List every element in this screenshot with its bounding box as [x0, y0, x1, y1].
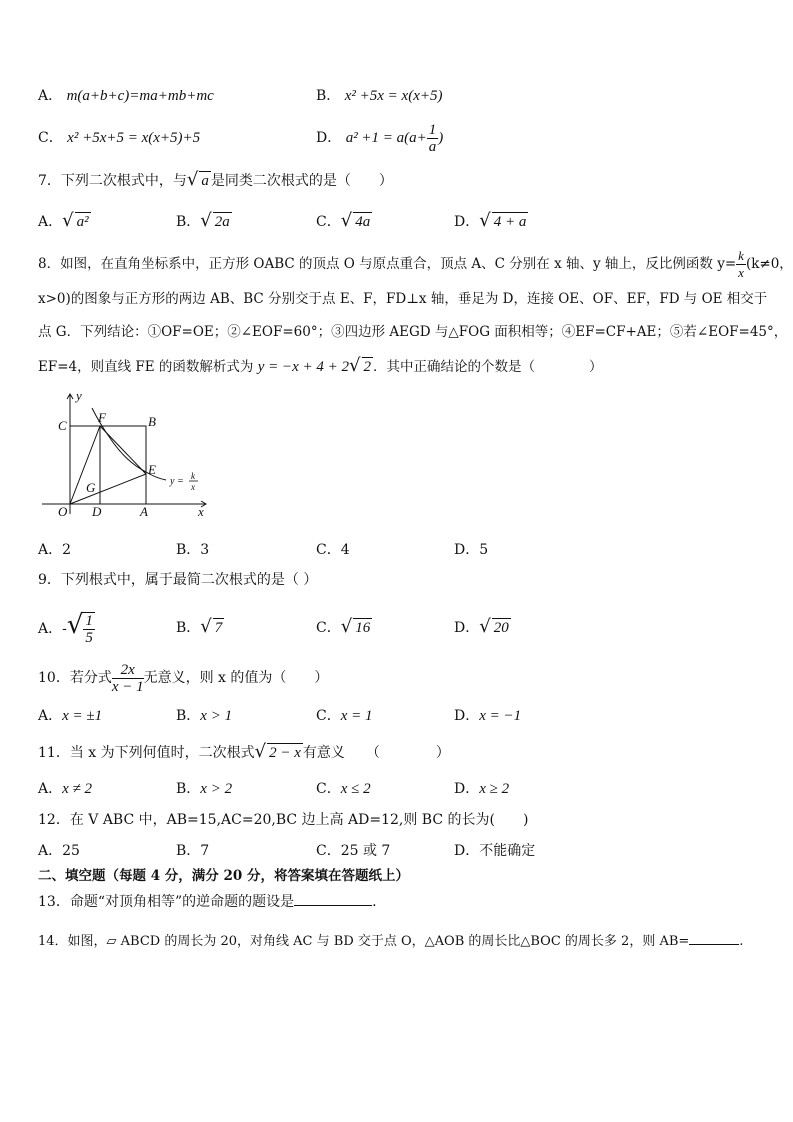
q11-c-expr: x ≤ 2 — [340, 781, 371, 797]
sqrt-icon: √ — [186, 169, 199, 190]
q14-stem-text: 14．如图，▱ ABCD 的周长为 20，对角线 AC 与 BD 交于点 O，△AOB 的周长比△BOC 的周长多 2，则 AB= — [38, 934, 690, 949]
label-f: F — [98, 410, 106, 425]
q6-option-b-expr: x² +5x = x(x+5) — [344, 88, 443, 104]
q9-c-label: C． — [316, 620, 341, 636]
q9-a-fraction — [83, 612, 95, 646]
q8-line-1 — [38, 246, 793, 282]
q10-d-label: D． — [454, 708, 480, 724]
label-b: B — [148, 414, 156, 429]
q11-d-label: D． — [454, 781, 480, 797]
label-x: x — [198, 504, 204, 519]
q12-option-c[interactable]: C．25 或 7 — [316, 843, 391, 859]
q11-option-c[interactable] — [316, 779, 371, 799]
q11-stem-pre: 11．当 x 为下列何值时，二次根式 — [38, 745, 255, 761]
q8-line4-radicand: 2 — [363, 359, 372, 375]
q11-b-label: B． — [176, 781, 201, 797]
q9-a-den: 5 — [85, 630, 93, 646]
q14-stem — [38, 932, 743, 952]
q9-option-b[interactable] — [176, 617, 224, 638]
q6-option-d-pre: a² +1 = a(a+ — [345, 130, 427, 146]
q7-b-label: B． — [176, 214, 201, 230]
q11-option-b[interactable] — [176, 779, 232, 799]
q11-c-label: C． — [316, 781, 341, 797]
q11-option-d[interactable] — [454, 779, 509, 799]
q11-option-a[interactable] — [38, 779, 92, 799]
q7-b-radicand: 2a — [214, 214, 230, 230]
q11-stem-post: 有意义 （ ） — [302, 745, 450, 761]
q13-end: . — [372, 894, 377, 910]
sqrt-icon: √ — [479, 616, 491, 637]
label-c: C — [58, 418, 67, 433]
q6-d-num: 1 — [428, 121, 437, 138]
q6-option-d-fraction — [427, 122, 439, 155]
q7-a-label: A． — [38, 214, 63, 230]
q11-d-expr: x ≥ 2 — [479, 781, 510, 797]
q14-answer-blank[interactable] — [689, 944, 739, 945]
q10-option-a[interactable] — [38, 706, 102, 726]
q9-b-label: B． — [176, 620, 201, 636]
q10-fraction — [112, 662, 144, 695]
q12-stem: 12．在 V ABC 中，AB=15,AC=20,BC 边上高 AD=12,则 BC 的长为( ) — [38, 812, 529, 828]
curve-label-num: k — [191, 471, 195, 481]
q7-c-label: C． — [316, 214, 341, 230]
q7-c-radicand: 4a — [355, 214, 371, 230]
q8-line1-pre: 8．如图，在直角坐标系中，正方形 OABC 的顶点 O 与原点重合，顶点 A、C 分别在 x 轴、y 轴上，反比例函数 y= — [38, 256, 737, 272]
q8-line1-post: (k≠0， — [745, 256, 793, 272]
q7-option-b[interactable] — [176, 211, 232, 232]
q9-option-c[interactable] — [316, 617, 372, 638]
q8-line-4 — [38, 356, 603, 377]
q10-a-label: A． — [38, 708, 63, 724]
q6-option-b[interactable] — [316, 86, 442, 106]
label-e: E — [148, 462, 156, 477]
q11-b-expr: x > 2 — [200, 781, 233, 797]
q10-c-expr: x = 1 — [340, 708, 373, 724]
q12-option-b[interactable]: B．7 — [176, 843, 210, 859]
q7-option-d[interactable] — [454, 211, 528, 232]
q10-den: x − 1 — [111, 678, 144, 695]
q8-option-a[interactable]: A．2 — [38, 542, 72, 558]
q9-b-radicand: 7 — [214, 620, 223, 636]
q11-a-label: A． — [38, 781, 63, 797]
q6-option-c-label: C． — [38, 130, 63, 146]
q7-option-c[interactable] — [316, 211, 372, 232]
q9-option-d[interactable] — [454, 617, 511, 638]
q7-d-label: D． — [454, 214, 480, 230]
sqrt-icon: √ — [62, 210, 74, 231]
section-2-heading: 二、填空题（每题 4 分，满分 20 分，将答案填在答题纸上） — [38, 868, 409, 884]
q10-stem-pre: 10．若分式 — [38, 670, 112, 686]
sqrt-icon: √ — [200, 616, 212, 637]
q6-option-c[interactable] — [38, 128, 200, 148]
q12-option-a[interactable]: A．25 — [38, 843, 80, 859]
q11-radicand: 2 − x — [269, 745, 301, 761]
q6-option-a[interactable] — [38, 86, 214, 106]
q8-line1-num: k — [738, 248, 744, 263]
q6-option-d-post: ) — [438, 130, 444, 146]
sqrt-icon: √ — [254, 741, 267, 762]
q7-stem-pre: 7．下列二次根式中，与 — [38, 173, 187, 189]
q8-line4-post: ．其中正确结论的个数是（ ） — [373, 359, 603, 375]
q7-stem-post: 是同类二次根式的是（ ） — [210, 173, 393, 189]
curve-label-den: x — [191, 482, 195, 492]
q11-stem — [38, 742, 450, 763]
q10-stem-post: 无意义，则 x 的值为（ ） — [143, 670, 329, 686]
q11-a-expr: x ≠ 2 — [62, 781, 93, 797]
label-d: D — [92, 504, 102, 519]
q10-stem — [38, 660, 328, 696]
q6-option-d[interactable] — [316, 120, 443, 156]
sqrt-icon: √ — [200, 210, 212, 231]
q8-line4-formula: y = −x + 4 + 2 — [257, 359, 350, 375]
q7-stem-radicand: a — [201, 173, 209, 189]
q13-stem — [38, 892, 377, 912]
q9-d-label: D． — [454, 620, 480, 636]
q13-answer-blank[interactable] — [294, 905, 372, 906]
q6-option-b-label: B． — [316, 88, 341, 104]
q6-option-d-label: D． — [316, 130, 342, 146]
q9-c-radicand: 16 — [355, 620, 371, 636]
curve-label-pre: y = — [170, 476, 184, 487]
q8-option-d[interactable]: D．5 — [454, 542, 489, 558]
q8-figure — [38, 390, 218, 522]
q8-option-b[interactable]: B．3 — [176, 542, 210, 558]
q14-end: . — [739, 934, 744, 949]
q8-line1-den: x — [738, 265, 744, 280]
label-o: O — [58, 504, 68, 519]
q6-d-den: a — [428, 138, 437, 155]
label-a: A — [140, 504, 148, 519]
sqrt-icon: √ — [479, 210, 491, 231]
q10-option-c[interactable] — [316, 706, 373, 726]
sqrt-icon: √ — [340, 616, 353, 637]
q7-d-radicand: 4 + a — [493, 214, 527, 230]
q10-option-d[interactable] — [454, 706, 521, 726]
q13-stem-text: 13．命题“对顶角相等”的逆命题的题设是 — [38, 894, 295, 910]
label-g: G — [86, 480, 96, 495]
sqrt-icon: √ — [66, 610, 84, 640]
sqrt-icon: √ — [340, 210, 353, 231]
q9-option-a[interactable] — [38, 605, 95, 649]
q10-d-expr: x = −1 — [479, 708, 522, 724]
q10-b-label: B． — [176, 708, 201, 724]
q10-a-expr: x = ±1 — [62, 708, 103, 724]
q12-option-d[interactable]: D．不能确定 — [454, 843, 536, 859]
q10-b-expr: x > 1 — [200, 708, 233, 724]
q8-line-2: x>0)的图象与正方形的两边 AB、BC 分别交于点 E、F，FD⊥x 轴，垂足为 D，连接 OE、OF、EF，FD 与 OE 相交于 — [38, 291, 768, 307]
sqrt-icon: √ — [349, 355, 361, 376]
q9-d-radicand: 20 — [493, 620, 509, 636]
q9-a-num: 1 — [85, 613, 93, 629]
q10-num: 2x — [112, 662, 144, 679]
q8-option-c[interactable]: C．4 — [316, 542, 350, 558]
q6-option-c-expr: x² +5x+5 = x(x+5)+5 — [67, 130, 201, 146]
q8-line1-fraction — [736, 248, 746, 281]
segment-oe — [70, 474, 146, 504]
q10-c-label: C． — [316, 708, 341, 724]
q8-line-3: 点 G．下列结论：①OF=OE；②∠EOF=60°；③四边形 AEGD 与△FOG 面积相等；④EF=CF+AE；⑤若∠EOF=45°， — [38, 324, 788, 340]
q7-stem — [38, 170, 393, 191]
q7-a-radicand: a² — [76, 214, 89, 230]
q10-option-b[interactable] — [176, 706, 232, 726]
q9-stem: 9．下列根式中，属于最简二次根式的是（ ） — [38, 572, 318, 588]
q8-line4-pre: EF=4，则直线 FE 的函数解析式为 — [38, 359, 258, 375]
label-y: y — [76, 390, 82, 403]
q6-option-a-label: A． — [38, 88, 63, 104]
q7-option-a[interactable] — [38, 211, 91, 232]
segment-of — [70, 426, 100, 504]
q9-a-label: A．- — [38, 621, 67, 637]
q6-option-a-expr: m(a+b+c)=ma+mb+mc — [66, 88, 214, 104]
